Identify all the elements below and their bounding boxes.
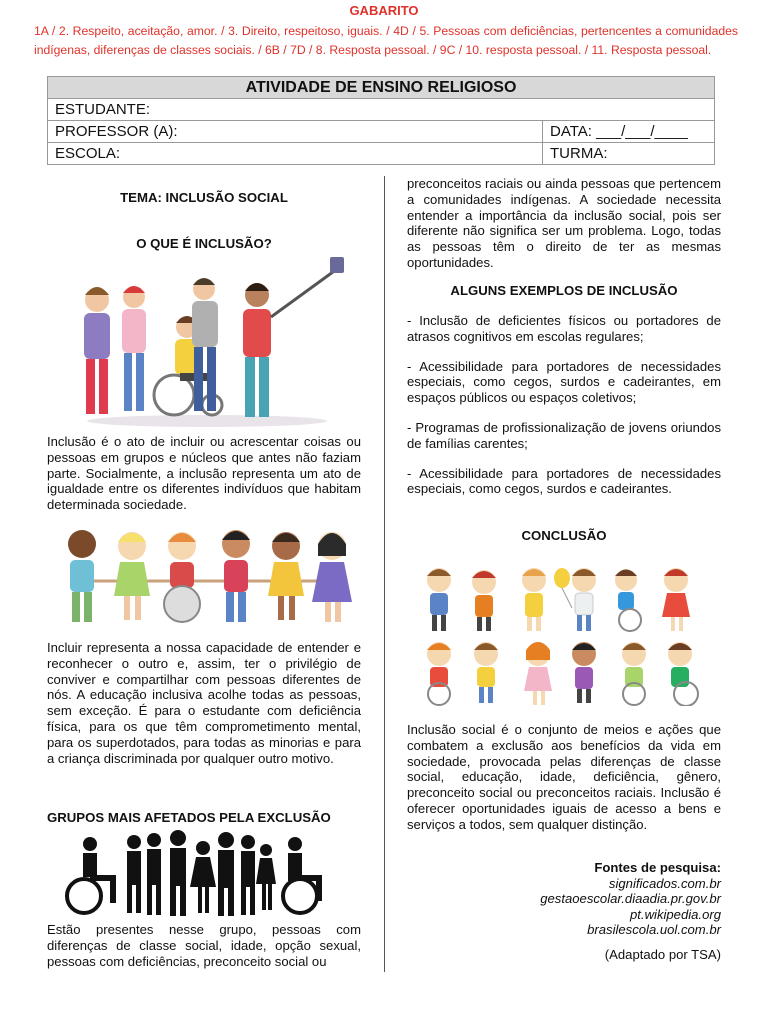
examples-heading: ALGUNS EXEMPLOS DE INCLUSÃO bbox=[450, 283, 678, 298]
student-field[interactable]: ESTUDANTE: bbox=[48, 99, 715, 121]
examples-list bbox=[407, 313, 721, 497]
activity-title: ATIVIDADE DE ENSINO RELIGIOSO bbox=[48, 77, 715, 99]
groups-paragraph-continued: preconceitos raciais ou ainda pessoas que pertencem a comunidades indígenas. A sociedade necessita entender a importância da inclusão social, pois ser diferente não significa ser um problema. Logo, todas as pessoas têm o direito de ter as mesmas oportunidades. bbox=[407, 176, 721, 270]
sources-title: Fontes de pesquisa: bbox=[594, 860, 721, 875]
school-field[interactable]: ESCOLA: bbox=[48, 143, 543, 165]
example-item: - Acessibilidade para portadores de necessidades especiais, como cegos, surdos e cadeirantes, em espaços públicos ou espaços coletivos; bbox=[407, 358, 721, 406]
example-item: - Inclusão de deficientes físicos ou portadores de atrasos cognitivos em escolas regulares; bbox=[407, 313, 721, 344]
friends-selfie-illustration bbox=[62, 255, 352, 427]
column-divider bbox=[384, 176, 385, 972]
adapted-note: (Adaptado por TSA) bbox=[604, 946, 721, 962]
sources-block bbox=[401, 860, 721, 963]
groups-paragraph: Estão presentes nesse grupo, pessoas com diferenças de classe social, idade, opção sexual, pessoas com deficiências, preconceito social ou bbox=[47, 922, 361, 969]
answer-key-text: 1A / 2. Respeito, aceitação, amor. / 3. Direito, respeitoso, iguais. / 4D / 5. Pessoas com deficiências, pertencentes a comunidades indígenas, diferenças de classes sociais. / 6B / 7D / 8. Resposta pessoal. / 9C / 10. resposta pessoal. / 11. Resposta pessoal. bbox=[34, 24, 738, 57]
inclusion-definition-paragraph: Inclusão é o ato de incluir ou acrescentar coisas ou pessoas em grupos e núcleos que antes não faziam parte. Socialmente, a inclusão representa um ato de igualdade entre os diferentes indivíduos que habitam determinada sociedade. bbox=[47, 434, 361, 513]
inclusion-capacity-paragraph: Incluir representa a nossa capacidade de entender e reconhecer o outro e, assim, ter o privilégio de conviver e compartilhar com pessoas diferentes de nós. A educação inclusiva acolhe todas as pessoas, sem exceção. É para o estudante com deficiência física, para os que têm comprometimento mental, para os superdotados, para todas as minorias e para a criança discriminada por qualquer outro motivo. bbox=[47, 640, 361, 766]
child-figure bbox=[68, 530, 96, 622]
source-link[interactable]: brasilescola.uol.com.br bbox=[587, 922, 721, 938]
question-heading: O QUE É INCLUSÃO? bbox=[136, 236, 272, 251]
student-info-table bbox=[47, 76, 715, 165]
source-link[interactable]: gestaoescolar.diaadia.pr.gov.br bbox=[540, 891, 721, 907]
conclusion-heading: CONCLUSÃO bbox=[521, 528, 607, 543]
theme-heading: TEMA: INCLUSÃO SOCIAL bbox=[120, 190, 288, 205]
groups-heading: GRUPOS MAIS AFETADOS PELA EXCLUSÃO bbox=[47, 810, 331, 825]
example-item: - Programas de profissionalização de jovens oriundos de famílias carentes; bbox=[407, 419, 721, 451]
children-holding-hands-illustration bbox=[50, 526, 356, 628]
class-field[interactable]: TURMA: bbox=[543, 143, 715, 165]
source-link[interactable]: significados.com.br bbox=[608, 875, 721, 891]
teacher-field[interactable]: PROFESSOR (A): bbox=[48, 121, 543, 143]
example-item: - Acessibilidade para portadores de necessidades especiais, como cegos, surdos e cadeirantes. bbox=[407, 465, 721, 497]
disability-silhouettes-illustration bbox=[50, 830, 340, 916]
diverse-children-illustration bbox=[414, 560, 714, 706]
date-field[interactable]: DATA: ___/___/____ bbox=[543, 121, 715, 143]
conclusion-paragraph: Inclusão social é o conjunto de meios e ações que combatem a exclusão aos benefícios da vida em sociedade, provocada pelas diferenças de classe social, educação, idade, deficiência, gênero, preconceito social ou preconceitos raciais. Inclusão é oferecer oportunidades iguais de acesso a bens e serviços a todos, sem qualquer distinção. bbox=[407, 722, 721, 832]
source-link[interactable]: pt.wikipedia.org bbox=[630, 906, 721, 922]
answer-key-title: GABARITO bbox=[349, 3, 419, 18]
